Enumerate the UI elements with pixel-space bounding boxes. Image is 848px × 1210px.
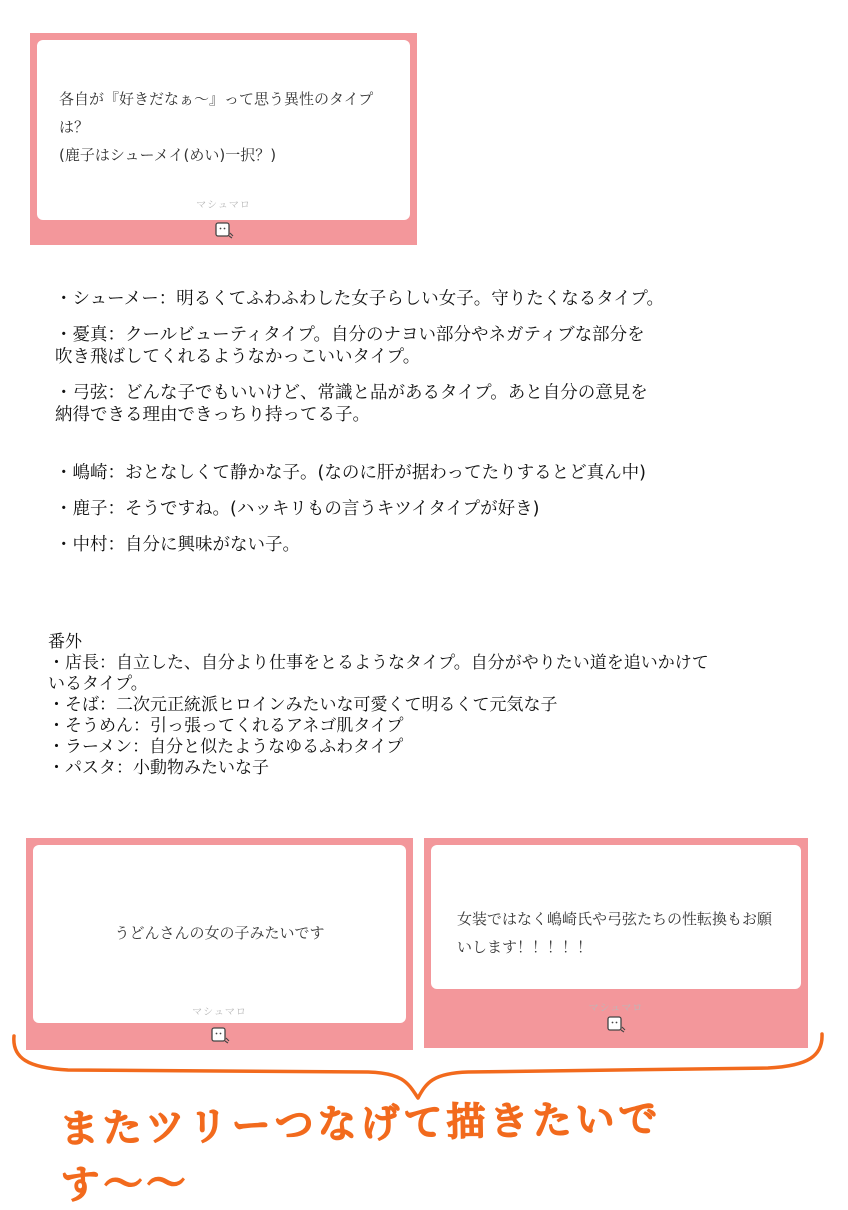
answer-shimazaki: ・嶋崎：おとなしくて静かな子。(なのに肝が据わってたりするとど真ん中): [55, 463, 646, 483]
question-card-2: [26, 838, 413, 1050]
question-text: 女装ではなく嶋崎氏や弓弦たちの性転換もお願 いします！！！！！: [457, 910, 773, 956]
answer-yuuma: ・憂真：クールビューティタイプ。自分のナヨい部分やネガティブな部分を 吹き飛ばしてくれるようなかっこいいタイプ。: [55, 325, 645, 367]
question-text: 各自が『好きだなぁ〜』って思う異性のタイプ は？ (鹿子はシューメイ(めい)一択？): [59, 90, 374, 164]
question-card-body: [33, 845, 406, 1023]
extra-heading: 番外: [48, 632, 82, 652]
marshmallow-brand-label: マシュマロ: [192, 1007, 247, 1018]
question-text: うどんさんの女の子みたいです: [114, 924, 325, 942]
question-card-1: [30, 33, 417, 245]
extra-item-somen: ・そうめん：引っ張ってくれるアネゴ肌タイプ: [48, 716, 404, 736]
question-card-body: [37, 40, 410, 220]
answer-nakamura: ・中村：自分に興味がない子。: [55, 535, 300, 555]
answer-kanoko: ・鹿子：そうですね。(ハッキリもの言うキツイタイプが好き): [55, 499, 540, 519]
marshmallow-brand-label: マシュマロ: [196, 200, 251, 211]
extra-item-pasta: ・パスタ：小動物みたいな子: [48, 758, 269, 778]
answer-yuzuru: ・弓弦：どんな子でもいいけど、常識と品があるタイプ。あと自分の意見を 納得できる理由できっちり持ってる子。: [55, 383, 648, 425]
marshmallow-brand-label: マシュマロ: [588, 1003, 644, 1014]
handwritten-note: またツリーつなげて描きたいです〜〜: [59, 1096, 662, 1209]
extra-item-ramen: ・ラーメン：自分と似たようなゆるふわタイプ: [48, 737, 404, 757]
question-card-body: [431, 845, 801, 1014]
marshmallow-icon: [214, 221, 234, 239]
answer-shumei: ・シューメー：明るくてふわふわした女子らしい女子。守りたくなるタイプ。: [55, 289, 664, 309]
question-card-3: [424, 838, 808, 1048]
extra-item-soba: ・そば：二次元正統派ヒロインみたいな可愛くて明るくて元気な子: [48, 695, 558, 715]
extra-item-tencho: ・店長：自立した、自分より仕事をとるようなタイプ。自分がやりたい道を追いかけて いるタイプ。: [48, 653, 709, 694]
extra-section: [48, 632, 808, 779]
answer-list: [55, 288, 815, 556]
